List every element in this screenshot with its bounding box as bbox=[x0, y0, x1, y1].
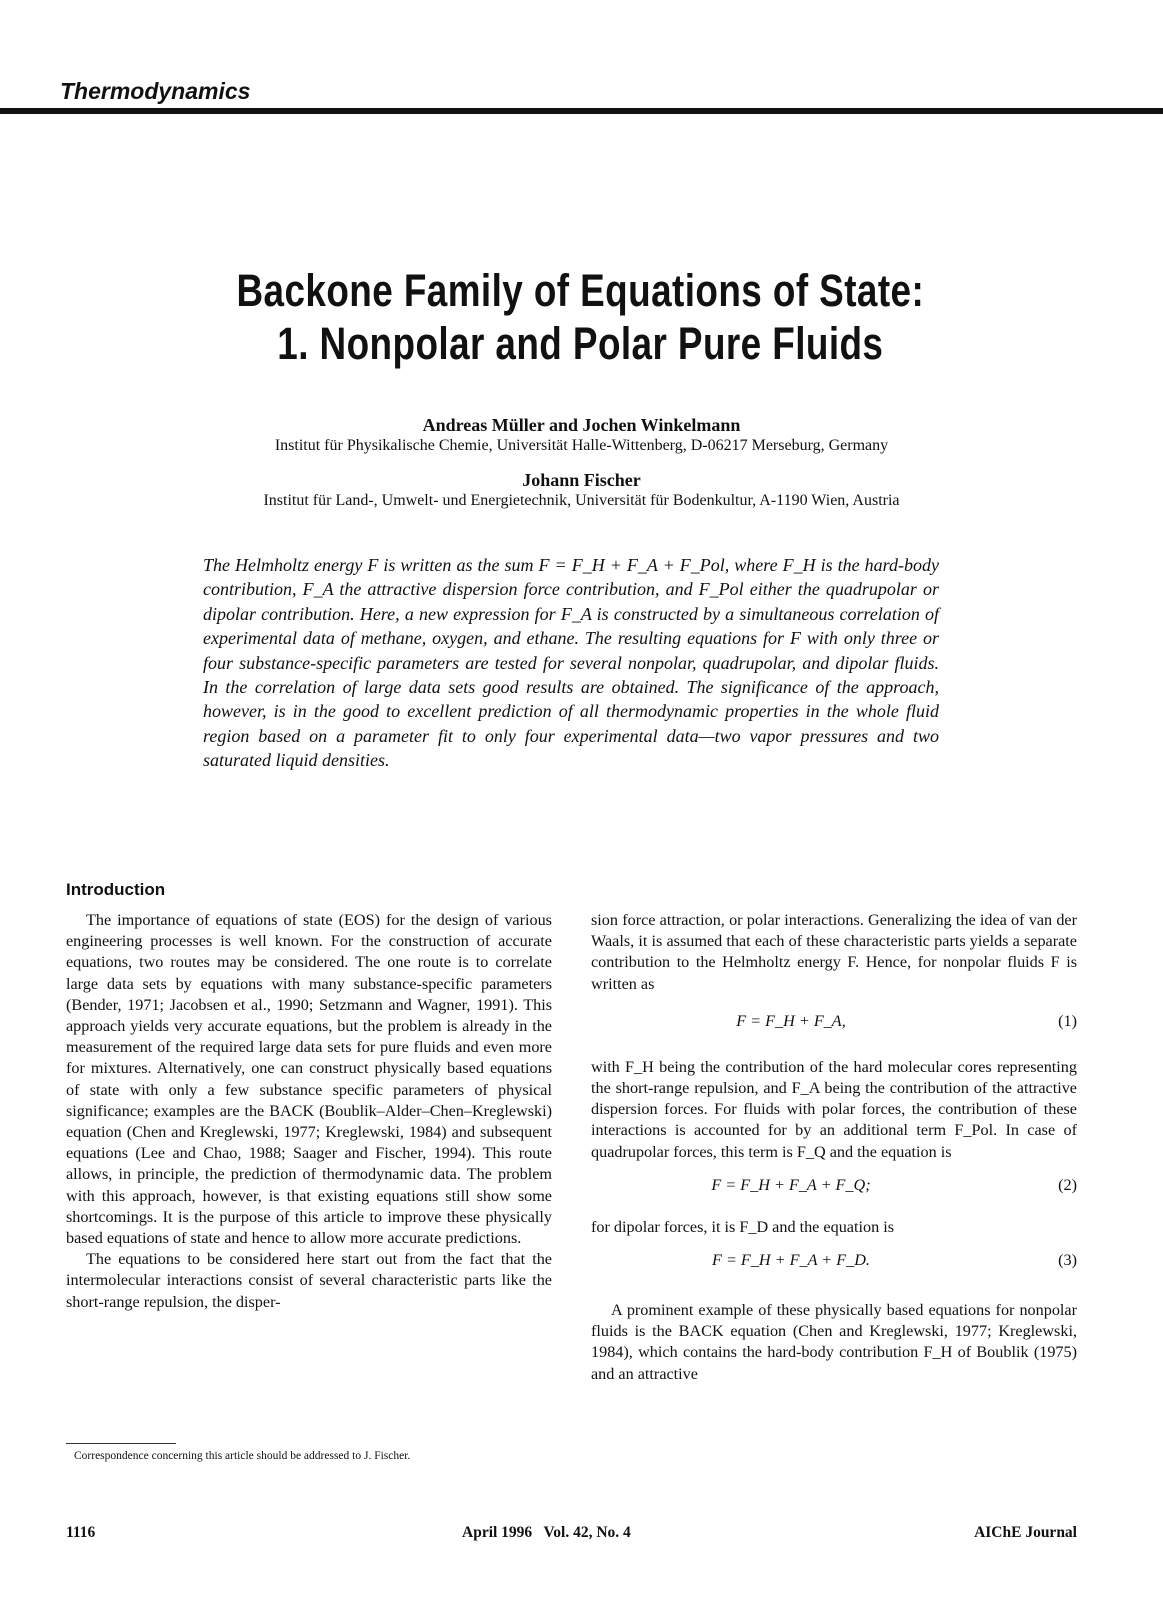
section-heading: Introduction bbox=[66, 880, 166, 899]
affiliation-2: Institut für Land-, Umwelt- und Energietechnik, Universität für Bodenkultur, A-1190 Wien, Austria bbox=[263, 492, 900, 509]
equation-number: (3) bbox=[1058, 1251, 1077, 1270]
equation-2 bbox=[591, 1163, 1077, 1217]
issue-info: April 1996 Vol. 42, No. 4 bbox=[462, 1524, 631, 1541]
paragraph: sion force attraction, or polar interactions. Generalizing the idea of van der Waals, it is assumed that each of these characteristic parts yields a separate contribution to the Helmholtz energy F. Hence, for nonpolar fluids F is written as bbox=[591, 911, 1077, 993]
paragraph: The importance of equations of state (EOS) for the design of various engineering processes is well known. For the construction of accurate equations, two routes may be considered. The one route is to correlate large data sets by equations with many substance-specific parameters (Bender, 1971; Jacobsen et al., 1990; Setzmann and Wagner, 1991). This approach yields very accurate equations, but the problem is already in the measurement of the required large data sets for pure fluids and even more for mixtures. Alternatively, one can construct physically based equations of state with only a few substance specific parameters of physical significance; examples are the BACK (Boublik–Alder–Chen–Kreglewski) equation (Chen and Kreglewski, 1977; Kreglewski, 1984) and subsequent equations (Lee and Chao, 1988; Saager and Fischer, 1994). This route allows, in principle, the prediction of thermodynamic data. The problem with this approach, however, is that existing equations still show some shortcomings. It is the purpose of this article to improve these physically based equations of state and hence to allow more accurate predictions. bbox=[66, 911, 552, 1248]
page-number: 1116 bbox=[66, 1524, 96, 1541]
equation-1 bbox=[591, 995, 1077, 1057]
paragraph: for dipolar forces, it is F_D and the equation is bbox=[591, 1217, 895, 1236]
paragraph: A prominent example of these physically based equations for nonpolar fluids is the BACK equation (Chen and Kreglewski, 1977; Kreglewski, 1984), which contains the hard-body contribution F_H of Boublik (1975) and an attractive bbox=[591, 1301, 1077, 1383]
paragraph: The equations to be considered here start out from the fact that the intermolecular interactions consist of several characteristic parts like the short-range repulsion, the disper- bbox=[66, 1250, 552, 1311]
right-column bbox=[591, 910, 1077, 1385]
footnote: Correspondence concerning this article should be addressed to J. Fischer. bbox=[74, 1450, 411, 1462]
equation-expr: F = F_H + F_A, bbox=[736, 1011, 846, 1030]
page-title-line-2: 1. Nonpolar and Polar Pure Fluids bbox=[277, 318, 884, 369]
author-names-1: Andreas Müller and Jochen Winkelmann bbox=[422, 415, 741, 435]
page-title-line-1: Backone Family of Equations of State: bbox=[236, 265, 925, 316]
abstract: The Helmholtz energy F is written as the sum F = F_H + F_A + F_Pol, where F_H is the hard-body contribution, F_A the attractive dispersion force contribution, and F_Pol either the quadrupolar or dipolar contribution. Here, a new expression for F_A is constructed by a simultaneous correlation of experimental data of methane, oxygen, and ethane. The resulting equations for F with only three or four substance-specific parameters are tested for several nonpolar, quadrupolar, and dipolar fluids. In the correlation of large data sets good results are obtained. The significance of the approach, however, is in the good to excellent prediction of all thermodynamic properties in the whole fluid region based on a parameter fit to only four experimental data—two vapor pressures and two saturated liquid densities. bbox=[203, 555, 939, 771]
equation-number: (1) bbox=[1058, 1011, 1077, 1030]
left-column bbox=[66, 910, 552, 1313]
equation-expr: F = F_H + F_A + F_Q; bbox=[711, 1175, 871, 1194]
equation-number: (2) bbox=[1058, 1175, 1077, 1194]
journal-name: AIChE Journal bbox=[974, 1524, 1077, 1541]
section-tag: Thermodynamics bbox=[60, 78, 251, 104]
header-rule bbox=[0, 108, 1163, 114]
equation-expr: F = F_H + F_A + F_D. bbox=[712, 1251, 870, 1270]
footnote-rule bbox=[66, 1443, 176, 1444]
affiliation-1: Institut für Physikalische Chemie, Universität Halle-Wittenberg, D-06217 Merseburg, Germany bbox=[274, 437, 889, 454]
paragraph: with F_H being the contribution of the hard molecular cores representing the short-range repulsion, and F_A being the contribution of the attractive dispersion forces. For fluids with polar forces, the contribution of these interactions is accounted for by an additional term F_Pol. In case of quadrupolar forces, this term is F_Q and the equation is bbox=[591, 1057, 1077, 1161]
author-names-2: Johann Fischer bbox=[522, 470, 641, 490]
equation-3 bbox=[591, 1238, 1077, 1292]
